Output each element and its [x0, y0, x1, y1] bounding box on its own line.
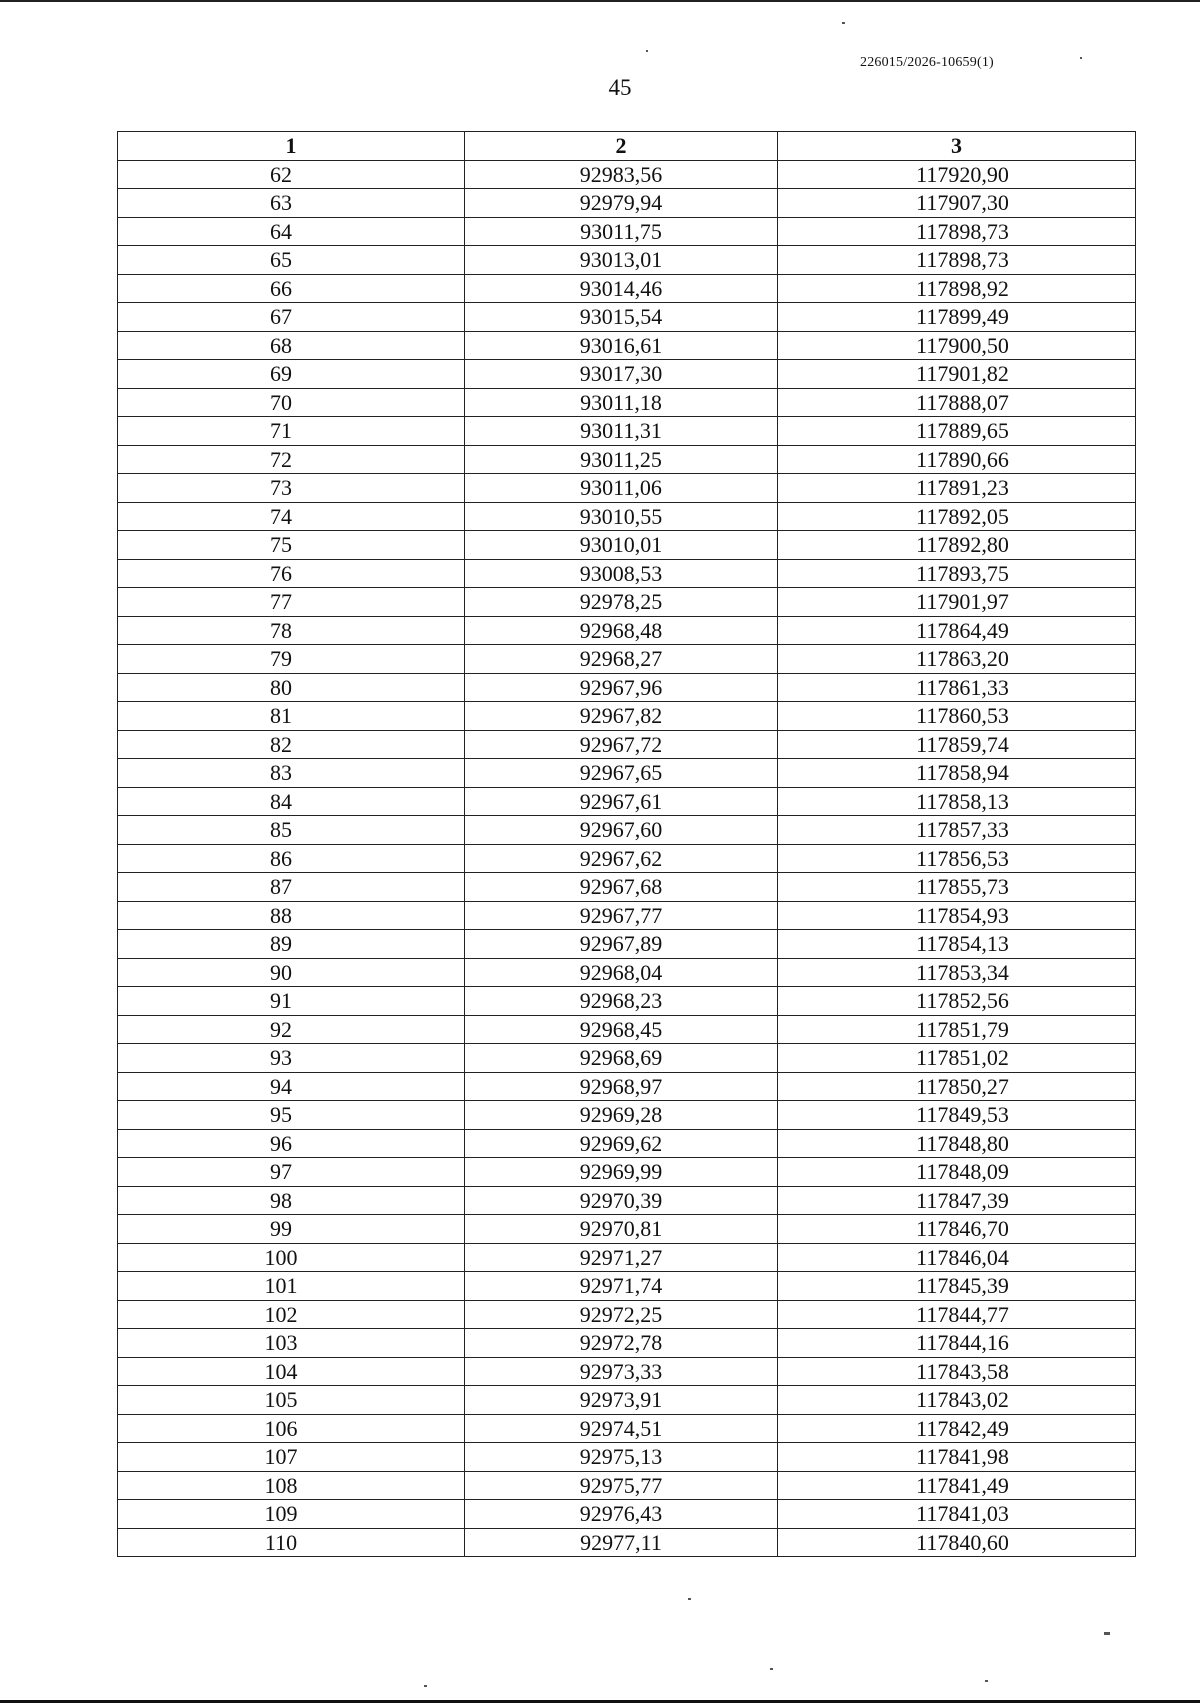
table-row — [118, 331, 1136, 360]
coordinate-x-cell: 93010,55 — [465, 502, 778, 531]
coordinate-x-cell: 92969,28 — [465, 1101, 778, 1130]
point-number-cell: 108 — [118, 1471, 465, 1500]
coordinate-y-cell: 117840,60 — [778, 1528, 1136, 1557]
coordinate-x-cell: 93016,61 — [465, 331, 778, 360]
table-row — [118, 673, 1136, 702]
scan-speck — [646, 50, 648, 52]
point-number-cell: 101 — [118, 1272, 465, 1301]
coordinate-y-cell: 117851,79 — [778, 1015, 1136, 1044]
point-number-cell: 69 — [118, 360, 465, 389]
table-row — [118, 1129, 1136, 1158]
table-row — [118, 1471, 1136, 1500]
table-row — [118, 787, 1136, 816]
coordinate-x-cell: 92972,78 — [465, 1329, 778, 1358]
table-row — [118, 1072, 1136, 1101]
table-row — [118, 189, 1136, 218]
table-row — [118, 1215, 1136, 1244]
coordinate-y-cell: 117891,23 — [778, 474, 1136, 503]
coordinate-x-cell: 93011,06 — [465, 474, 778, 503]
coordinate-y-cell: 117857,33 — [778, 816, 1136, 845]
coordinate-x-cell: 92967,68 — [465, 873, 778, 902]
coordinate-y-cell: 117920,90 — [778, 160, 1136, 189]
coordinate-x-cell: 93011,75 — [465, 217, 778, 246]
table-row — [118, 816, 1136, 845]
point-number-cell: 94 — [118, 1072, 465, 1101]
coordinate-x-cell: 92968,48 — [465, 616, 778, 645]
table-row — [118, 531, 1136, 560]
table-row — [118, 1386, 1136, 1415]
coordinate-y-cell: 117841,98 — [778, 1443, 1136, 1472]
coordinate-x-cell: 92979,94 — [465, 189, 778, 218]
table-row — [118, 1443, 1136, 1472]
point-number-cell: 89 — [118, 930, 465, 959]
scan-speck — [842, 22, 845, 24]
coordinate-y-cell: 117892,80 — [778, 531, 1136, 560]
table-row — [118, 616, 1136, 645]
coordinate-y-cell: 117846,04 — [778, 1243, 1136, 1272]
coordinate-x-cell: 92971,27 — [465, 1243, 778, 1272]
table-row — [118, 987, 1136, 1016]
column-header-2: 2 — [465, 132, 778, 161]
point-number-cell: 77 — [118, 588, 465, 617]
coordinate-x-cell: 93014,46 — [465, 274, 778, 303]
coordinate-x-cell: 93010,01 — [465, 531, 778, 560]
point-number-cell: 86 — [118, 844, 465, 873]
coordinate-x-cell: 92968,69 — [465, 1044, 778, 1073]
point-number-cell: 92 — [118, 1015, 465, 1044]
table-row — [118, 1044, 1136, 1073]
coordinate-y-cell: 117845,39 — [778, 1272, 1136, 1301]
table-row — [118, 1414, 1136, 1443]
coordinate-x-cell: 93017,30 — [465, 360, 778, 389]
point-number-cell: 68 — [118, 331, 465, 360]
table-row — [118, 958, 1136, 987]
coordinate-y-cell: 117847,39 — [778, 1186, 1136, 1215]
table-row — [118, 759, 1136, 788]
coordinate-x-cell: 92972,25 — [465, 1300, 778, 1329]
point-number-cell: 91 — [118, 987, 465, 1016]
point-number-cell: 85 — [118, 816, 465, 845]
coordinate-x-cell: 92971,74 — [465, 1272, 778, 1301]
table-row — [118, 417, 1136, 446]
coordinate-y-cell: 117899,49 — [778, 303, 1136, 332]
coordinate-y-cell: 117849,53 — [778, 1101, 1136, 1130]
column-header-1: 1 — [118, 132, 465, 161]
coordinate-y-cell: 117854,13 — [778, 930, 1136, 959]
table-row — [118, 730, 1136, 759]
table-row — [118, 1300, 1136, 1329]
coordinate-x-cell: 92976,43 — [465, 1500, 778, 1529]
coordinate-y-cell: 117901,82 — [778, 360, 1136, 389]
table-row — [118, 930, 1136, 959]
point-number-cell: 75 — [118, 531, 465, 560]
coordinate-y-cell: 117843,58 — [778, 1357, 1136, 1386]
coordinate-x-cell: 92970,81 — [465, 1215, 778, 1244]
coordinate-y-cell: 117860,53 — [778, 702, 1136, 731]
coordinate-x-cell: 93015,54 — [465, 303, 778, 332]
coordinate-x-cell: 93008,53 — [465, 559, 778, 588]
scan-speck — [688, 1598, 691, 1600]
table-row — [118, 873, 1136, 902]
point-number-cell: 70 — [118, 388, 465, 417]
coordinate-x-cell: 92978,25 — [465, 588, 778, 617]
point-number-cell: 90 — [118, 958, 465, 987]
coordinates-table — [117, 131, 1136, 1557]
table-row — [118, 388, 1136, 417]
coordinate-x-cell: 92973,91 — [465, 1386, 778, 1415]
point-number-cell: 105 — [118, 1386, 465, 1415]
bottom-edge-rule — [0, 1700, 1200, 1703]
table-row — [118, 303, 1136, 332]
table-row — [118, 246, 1136, 275]
coordinate-x-cell: 92974,51 — [465, 1414, 778, 1443]
point-number-cell: 62 — [118, 160, 465, 189]
table-row — [118, 1186, 1136, 1215]
coordinate-x-cell: 92967,96 — [465, 673, 778, 702]
point-number-cell: 79 — [118, 645, 465, 674]
coordinate-y-cell: 117855,73 — [778, 873, 1136, 902]
column-header-3: 3 — [778, 132, 1136, 161]
coordinate-x-cell: 93013,01 — [465, 246, 778, 275]
coordinate-x-cell: 92967,77 — [465, 901, 778, 930]
coordinate-y-cell: 117854,93 — [778, 901, 1136, 930]
coordinate-x-cell: 92973,33 — [465, 1357, 778, 1386]
coordinate-y-cell: 117890,66 — [778, 445, 1136, 474]
coordinate-y-cell: 117907,30 — [778, 189, 1136, 218]
point-number-cell: 104 — [118, 1357, 465, 1386]
table-row — [118, 274, 1136, 303]
table-row — [118, 645, 1136, 674]
table-row — [118, 445, 1136, 474]
point-number-cell: 74 — [118, 502, 465, 531]
coordinate-x-cell: 92968,23 — [465, 987, 778, 1016]
table-row — [118, 1528, 1136, 1557]
table-row — [118, 1357, 1136, 1386]
top-edge-rule — [0, 0, 1200, 2]
scan-speck — [424, 1685, 427, 1687]
table-row — [118, 217, 1136, 246]
point-number-cell: 80 — [118, 673, 465, 702]
point-number-cell: 102 — [118, 1300, 465, 1329]
coordinate-x-cell: 92968,97 — [465, 1072, 778, 1101]
coordinate-y-cell: 117844,77 — [778, 1300, 1136, 1329]
coordinate-x-cell: 93011,25 — [465, 445, 778, 474]
scan-speck — [1104, 1632, 1110, 1635]
coordinate-y-cell: 117858,13 — [778, 787, 1136, 816]
coordinate-y-cell: 117844,16 — [778, 1329, 1136, 1358]
table-row — [118, 1272, 1136, 1301]
scan-speck — [985, 1680, 988, 1682]
table-row — [118, 844, 1136, 873]
coordinate-y-cell: 117850,27 — [778, 1072, 1136, 1101]
coordinate-x-cell: 92967,65 — [465, 759, 778, 788]
point-number-cell: 72 — [118, 445, 465, 474]
coordinate-x-cell: 92967,82 — [465, 702, 778, 731]
coordinate-y-cell: 117858,94 — [778, 759, 1136, 788]
table-row — [118, 702, 1136, 731]
coordinate-x-cell: 93011,31 — [465, 417, 778, 446]
coordinate-x-cell: 92967,61 — [465, 787, 778, 816]
coordinate-x-cell: 92967,60 — [465, 816, 778, 845]
coordinate-x-cell: 92969,99 — [465, 1158, 778, 1187]
point-number-cell: 87 — [118, 873, 465, 902]
point-number-cell: 98 — [118, 1186, 465, 1215]
point-number-cell: 81 — [118, 702, 465, 731]
coordinate-x-cell: 93011,18 — [465, 388, 778, 417]
point-number-cell: 88 — [118, 901, 465, 930]
point-number-cell: 71 — [118, 417, 465, 446]
point-number-cell: 107 — [118, 1443, 465, 1472]
table-row — [118, 559, 1136, 588]
table-row — [118, 1101, 1136, 1130]
coordinate-y-cell: 117851,02 — [778, 1044, 1136, 1073]
coordinate-x-cell: 92967,62 — [465, 844, 778, 873]
point-number-cell: 73 — [118, 474, 465, 503]
coordinate-y-cell: 117856,53 — [778, 844, 1136, 873]
coordinate-x-cell: 92967,89 — [465, 930, 778, 959]
table-body — [118, 160, 1136, 1557]
table-row — [118, 1243, 1136, 1272]
point-number-cell: 95 — [118, 1101, 465, 1130]
coordinate-x-cell: 92967,72 — [465, 730, 778, 759]
point-number-cell: 65 — [118, 246, 465, 275]
point-number-cell: 97 — [118, 1158, 465, 1187]
table-row — [118, 360, 1136, 389]
point-number-cell: 67 — [118, 303, 465, 332]
coordinate-y-cell: 117889,65 — [778, 417, 1136, 446]
coordinate-y-cell: 117842,49 — [778, 1414, 1136, 1443]
table-row — [118, 1329, 1136, 1358]
coordinate-y-cell: 117846,70 — [778, 1215, 1136, 1244]
coordinate-y-cell: 117861,33 — [778, 673, 1136, 702]
point-number-cell: 103 — [118, 1329, 465, 1358]
point-number-cell: 83 — [118, 759, 465, 788]
point-number-cell: 96 — [118, 1129, 465, 1158]
table-row — [118, 474, 1136, 503]
point-number-cell: 64 — [118, 217, 465, 246]
table-row — [118, 1015, 1136, 1044]
point-number-cell: 99 — [118, 1215, 465, 1244]
document-number: 226015/2026-10659(1) — [860, 55, 994, 70]
coordinate-y-cell: 117859,74 — [778, 730, 1136, 759]
point-number-cell: 66 — [118, 274, 465, 303]
coordinate-y-cell: 117848,09 — [778, 1158, 1136, 1187]
coordinate-y-cell: 117853,34 — [778, 958, 1136, 987]
coordinate-x-cell: 92970,39 — [465, 1186, 778, 1215]
page-number: 45 — [608, 75, 632, 100]
scan-speck — [1080, 57, 1082, 59]
coordinate-y-cell: 117888,07 — [778, 388, 1136, 417]
table-row — [118, 588, 1136, 617]
coordinate-x-cell: 92968,45 — [465, 1015, 778, 1044]
coordinate-y-cell: 117843,02 — [778, 1386, 1136, 1415]
coordinate-y-cell: 117841,49 — [778, 1471, 1136, 1500]
coordinate-x-cell: 92975,77 — [465, 1471, 778, 1500]
table-row — [118, 901, 1136, 930]
scan-speck — [770, 1668, 773, 1670]
coordinate-y-cell: 117852,56 — [778, 987, 1136, 1016]
table-row — [118, 1500, 1136, 1529]
point-number-cell: 63 — [118, 189, 465, 218]
table-row — [118, 502, 1136, 531]
table-row — [118, 160, 1136, 189]
point-number-cell: 109 — [118, 1500, 465, 1529]
point-number-cell: 93 — [118, 1044, 465, 1073]
coordinate-y-cell: 117863,20 — [778, 645, 1136, 674]
coordinate-y-cell: 117898,92 — [778, 274, 1136, 303]
coordinate-x-cell: 92977,11 — [465, 1528, 778, 1557]
table-header-row — [118, 132, 1136, 161]
point-number-cell: 76 — [118, 559, 465, 588]
coordinate-y-cell: 117841,03 — [778, 1500, 1136, 1529]
coordinate-y-cell: 117901,97 — [778, 588, 1136, 617]
coordinate-x-cell: 92969,62 — [465, 1129, 778, 1158]
point-number-cell: 100 — [118, 1243, 465, 1272]
point-number-cell: 78 — [118, 616, 465, 645]
point-number-cell: 110 — [118, 1528, 465, 1557]
table-row — [118, 1158, 1136, 1187]
point-number-cell: 106 — [118, 1414, 465, 1443]
point-number-cell: 82 — [118, 730, 465, 759]
coordinate-y-cell: 117893,75 — [778, 559, 1136, 588]
point-number-cell: 84 — [118, 787, 465, 816]
coordinate-y-cell: 117864,49 — [778, 616, 1136, 645]
coordinate-x-cell: 92968,27 — [465, 645, 778, 674]
coordinate-y-cell: 117898,73 — [778, 217, 1136, 246]
coordinate-x-cell: 92975,13 — [465, 1443, 778, 1472]
coordinate-y-cell: 117898,73 — [778, 246, 1136, 275]
coordinate-x-cell: 92968,04 — [465, 958, 778, 987]
coordinate-y-cell: 117892,05 — [778, 502, 1136, 531]
coordinate-y-cell: 117848,80 — [778, 1129, 1136, 1158]
coordinate-y-cell: 117900,50 — [778, 331, 1136, 360]
coordinate-x-cell: 92983,56 — [465, 160, 778, 189]
